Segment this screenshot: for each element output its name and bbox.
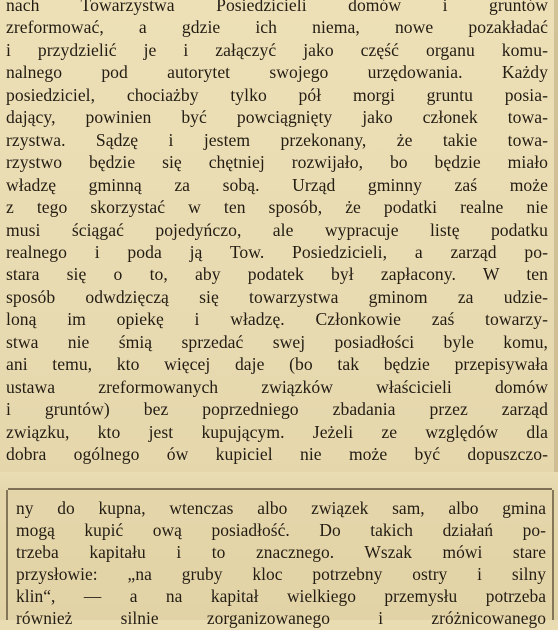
text-line: stwa nie śmią sprzedać swej posiadłości byle komu,: [6, 331, 548, 352]
text-line: rzystwa. Sądzę i jestem przekonany, że takie towa-: [6, 129, 548, 150]
text-line: i przydzielić je i załączyć jako część organu komu-: [6, 39, 548, 60]
text-line: związku, kto jest kupującym. Jeżeli ze względów dla: [6, 421, 548, 442]
text-line: nach Towarzystwa Posiedzicieli domów i gruntów: [6, 0, 548, 15]
right-column-rule: [552, 490, 554, 620]
text-line: również silnie zorganizowanego i zróżnicowanego: [16, 608, 546, 629]
text-line: władzę gminną za sobą. Urząd gminny zaś może: [6, 174, 548, 195]
text-line: przysłowie: „na gruby kloc potrzebny ostry i silny: [16, 564, 546, 585]
horizontal-rule: [8, 488, 552, 490]
text-line: trzeba kapitału i to znacznego. Wszak mówi stare: [16, 542, 546, 563]
text-line: ustawa zreformowanych związków właścicieli domów: [6, 376, 548, 397]
left-column-rule: [6, 490, 8, 620]
text-line: mogą kupić ową posiadłość. Do takich działań po-: [16, 520, 546, 541]
text-line: ny do kupna, wtenczas albo związek sam, albo gmina: [16, 498, 546, 518]
text-line: ani temu, kto więcej daje (bo tak będzie przepisywała: [6, 354, 548, 375]
text-line: dobra ogólnego ów kupiciel nie może być dopuszczo-: [6, 444, 548, 465]
text-line: realnego i poda ją Tow. Posiedzicieli, a zarząd po-: [6, 241, 548, 262]
text-line: posiedziciel, chociażby tylko pół morgi gruntu posia-: [6, 84, 548, 105]
text-line: zreformować, a gdzie ich niema, nowe pozakładać: [6, 17, 548, 38]
text-line: stara się o to, aby podatek był zapłacony. W ten: [6, 264, 548, 285]
upper-text-column: [6, 0, 548, 466]
page-edge-shadow: [554, 0, 558, 480]
text-line: loną im opiekę i władzę. Członkowie zaś towarzy-: [6, 309, 548, 330]
lower-text-column: [16, 497, 546, 630]
text-line: sposób odwdzięczą się towarzystwa gminom za udzie-: [6, 286, 548, 307]
text-line: nalnego pod autorytet swojego urzędowania. Każdy: [6, 62, 548, 83]
text-line: rzystwo będzie się chętniej rozwijało, bo będzie miało: [6, 152, 548, 173]
text-line: klin“, — a na kapitał wielkiego przemysłu potrzeba: [16, 586, 546, 607]
text-line: i gruntów) bez poprzedniego zbadania przez zarząd: [6, 399, 548, 420]
text-line: musi ściągać pojedyńczo, ale wypracuje listę podatku: [6, 219, 548, 240]
text-line: dający, powinien być powciągnięty jako członek towa-: [6, 107, 548, 128]
text-line: z tego skorzystać w ten sposób, że podatki realne nie: [6, 197, 548, 218]
